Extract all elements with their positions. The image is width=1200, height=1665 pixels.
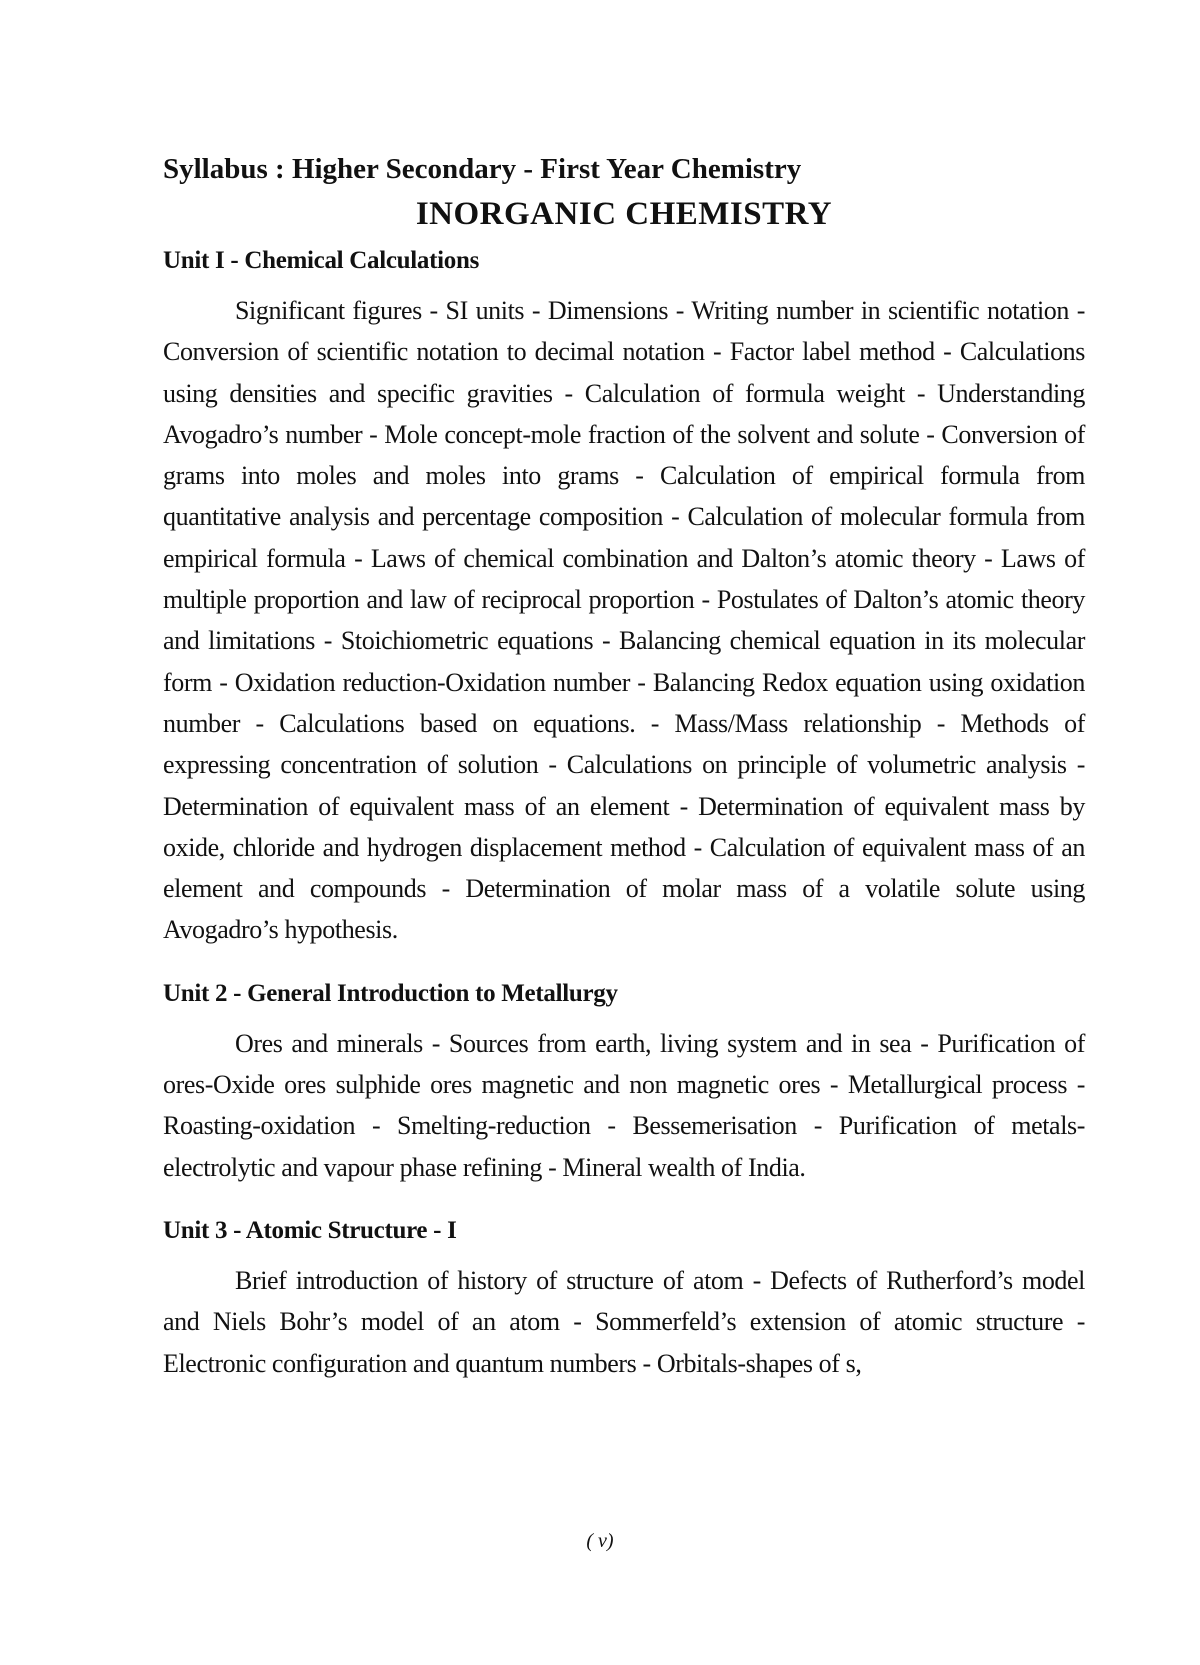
unit-2	[163, 977, 1085, 1188]
unit-3-body: Brief introduction of history of structure of atom - Defects of Rutherford’s model and Niels Bohr’s model of an atom - Sommerfeld’s extension of atomic structure - Electronic configuration and quantum numbers - Orbitals-shapes of s,	[163, 1265, 1085, 1378]
unit-1-title: Unit I - Chemical Calculations	[163, 247, 480, 274]
unit-1-body: Significant figures - SI units - Dimensions - Writing number in scientific notation - Conversion of scientific notation to decimal notation - Factor label method - Calculations using densities and specific gravities - Calculation of formula weight - Understanding Avogadro’s number - Mole concept-mole fraction of the solvent and solute - Conversion of grams into moles and moles into grams - Calculation of empirical formula from quantitative analysis and percentage composition - Calculation of molecular formula from empirical formula - Laws of chemical combination and Dalton’s atomic theory - Laws of multiple proportion and law of reciprocal proportion - Postulates of Dalton’s atomic theory and limitations - Stoichiometric equations - Balancing chemical equation in its molecular form - Oxidation reduction-Oxidation number - Balancing Redox equation using oxidation number - Calculations based on equations. - Mass/Mass relationship - Methods of expressing concentration of solution - Calculations on principle of volumetric analysis - Determination of equivalent mass of an element - Determination of equivalent mass by oxide, chloride and hydrogen displacement method - Calculation of equivalent mass of an element and compounds - Determination of molar mass of a volatile solute using Avogadro’s hypothesis.	[163, 296, 1085, 945]
syllabus-title: Syllabus : Higher Secondary - First Year Chemistry	[163, 153, 802, 185]
unit-3-title: Unit 3 - Atomic Structure - I	[163, 1216, 457, 1244]
unit-1	[163, 244, 1085, 951]
unit-2-title: Unit 2 - General Introduction to Metallurgy	[163, 979, 618, 1007]
page-number: ( v)	[586, 1530, 614, 1552]
section-title: INORGANIC CHEMISTRY	[415, 196, 833, 232]
unit-2-body: Ores and minerals - Sources from earth, living system and in sea - Purification of ores-Oxide ores sulphide ores magnetic and non magnetic ores - Metallurgical process - Roasting-oxidation - Smelting-reduction - Bessemerisation - Purification of metals-electrolytic and vapour phase refining - Mineral wealth of India.	[163, 1028, 1085, 1182]
document-page	[163, 150, 1085, 1410]
unit-3	[163, 1214, 1085, 1384]
